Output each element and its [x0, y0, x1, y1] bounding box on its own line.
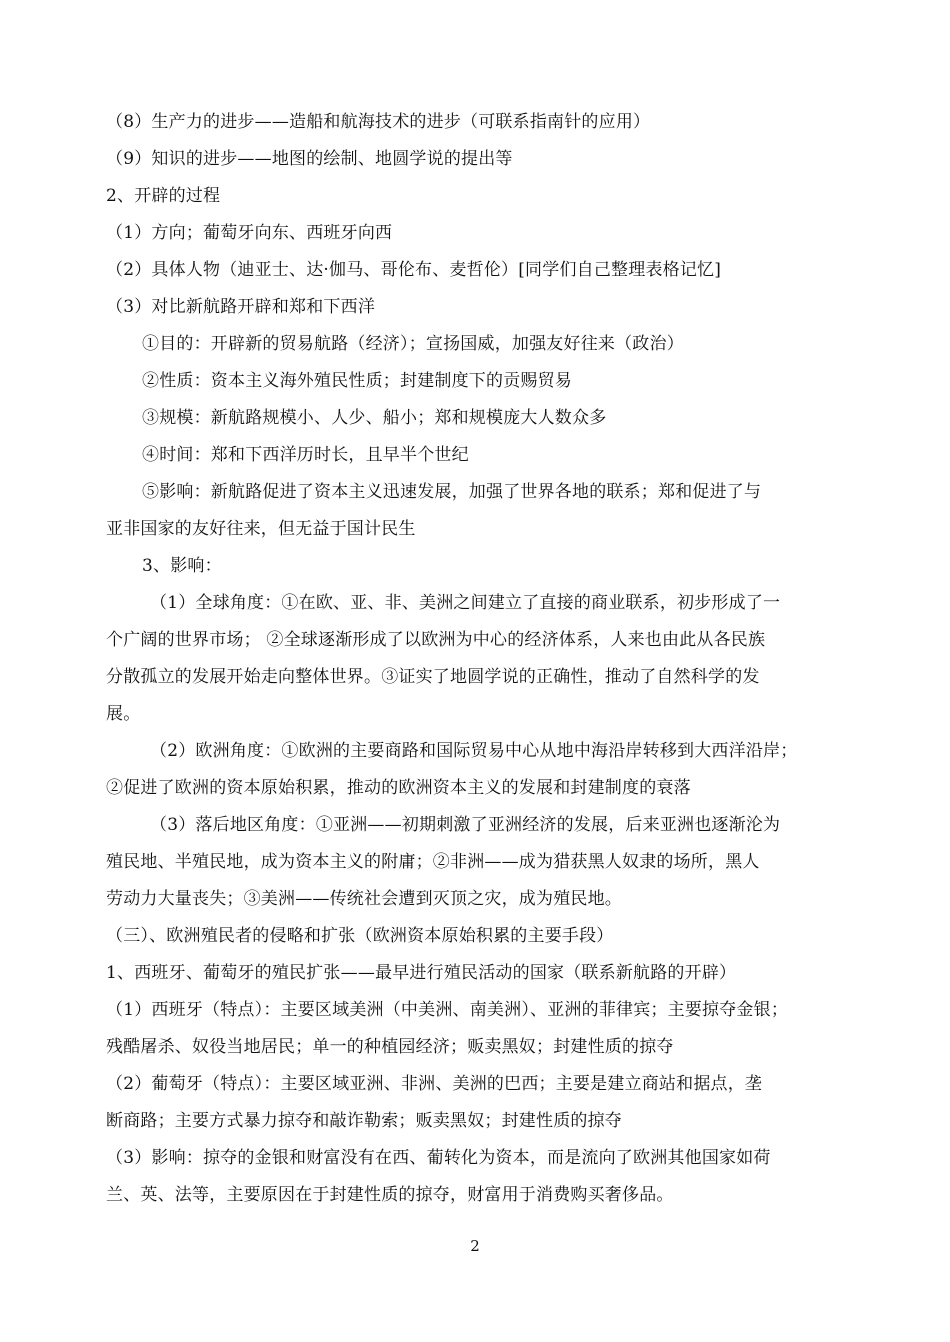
text-line: （3）对比新航路开辟和郑和下西洋: [106, 297, 376, 317]
text-line: （1）全球角度：①在欧、亚、非、美洲之间建立了直接的商业联系，初步形成了一: [150, 593, 781, 613]
text-line: 展。: [106, 704, 141, 724]
text-line: （3）影响：掠夺的金银和财富没有在西、葡转化为资本，而是流向了欧洲其他国家如荷: [106, 1148, 771, 1168]
text-line: ③规模：新航路规模小、人少、船小；郑和规模庞大人数众多: [142, 408, 607, 428]
text-line: 殖民地、半殖民地，成为资本主义的附庸；②非洲——成为猎获黑人奴隶的场所，黑人: [106, 852, 760, 872]
text-line: ①目的：开辟新的贸易航路（经济）；宣扬国威，加强友好往来（政治）: [142, 334, 684, 354]
text-line: 1、西班牙、葡萄牙的殖民扩张——最早进行殖民活动的国家（联系新航路的开辟）: [106, 963, 737, 983]
text-line: 兰、英、法等，主要原因在于封建性质的掠夺，财富用于消费购买奢侈品。: [106, 1185, 674, 1205]
text-line: （2）欧洲角度：①欧洲的主要商路和国际贸易中心从地中海沿岸转移到大西洋沿岸；: [150, 741, 798, 761]
text-line: （2）具体人物（迪亚士、达·伽马、哥伦布、麦哲伦）[同学们自己整理表格记忆]: [106, 260, 722, 280]
text-line: （8）生产力的进步——造船和航海技术的进步（可联系指南针的应用）: [106, 112, 651, 132]
text-line: 个广阔的世界市场； ②全球逐渐形成了以欧洲为中心的经济体系，人来也由此从各民族: [106, 630, 766, 650]
text-line: ④时间：郑和下西洋历时长，且早半个世纪: [142, 445, 469, 465]
text-line: （9）知识的进步——地图的绘制、地圆学说的提出等: [106, 149, 513, 169]
page-number: 2: [470, 1237, 480, 1255]
text-line: 断商路；主要方式暴力掠夺和敲诈勒索；贩卖黑奴；封建性质的掠夺: [106, 1111, 622, 1131]
text-line: ②性质：资本主义海外殖民性质；封建制度下的贡赐贸易: [142, 371, 572, 391]
text-line: （1）西班牙（特点）：主要区域美洲（中美洲、南美洲）、亚洲的菲律宾；主要掠夺金银；: [106, 1000, 789, 1020]
text-line: （3）落后地区角度：①亚洲——初期刺激了亚洲经济的发展，后来亚洲也逐渐沦为: [150, 815, 781, 835]
text-line: （1）方向；葡萄牙向东、西班牙向西: [106, 223, 393, 243]
section-heading: （三）、欧洲殖民者的侵略和扩张（欧洲资本原始积累的主要手段）: [106, 926, 614, 946]
text-line: （2）葡萄牙（特点）：主要区域亚洲、非洲、美洲的巴西；主要是建立商站和据点，垄: [106, 1074, 763, 1094]
text-line: 劳动力大量丧失；③美洲——传统社会遭到灭顶之灾，成为殖民地。: [106, 889, 622, 909]
text-line: 残酷屠杀、奴役当地居民；单一的种植园经济；贩卖黑奴；封建性质的掠夺: [106, 1037, 674, 1057]
text-line: 分散孤立的发展开始走向整体世界。③证实了地圆学说的正确性，推动了自然科学的发: [106, 667, 760, 687]
text-line: 亚非国家的友好往来，但无益于国计民生: [106, 519, 416, 539]
section-heading: 3、影响：: [142, 556, 222, 576]
text-line: ⑤影响：新航路促进了资本主义迅速发展，加强了世界各地的联系；郑和促进了与: [142, 482, 762, 502]
text-line: ②促进了欧洲的资本原始积累，推动的欧洲资本主义的发展和封建制度的衰落: [106, 778, 691, 798]
section-heading: 2、开辟的过程: [106, 186, 221, 206]
